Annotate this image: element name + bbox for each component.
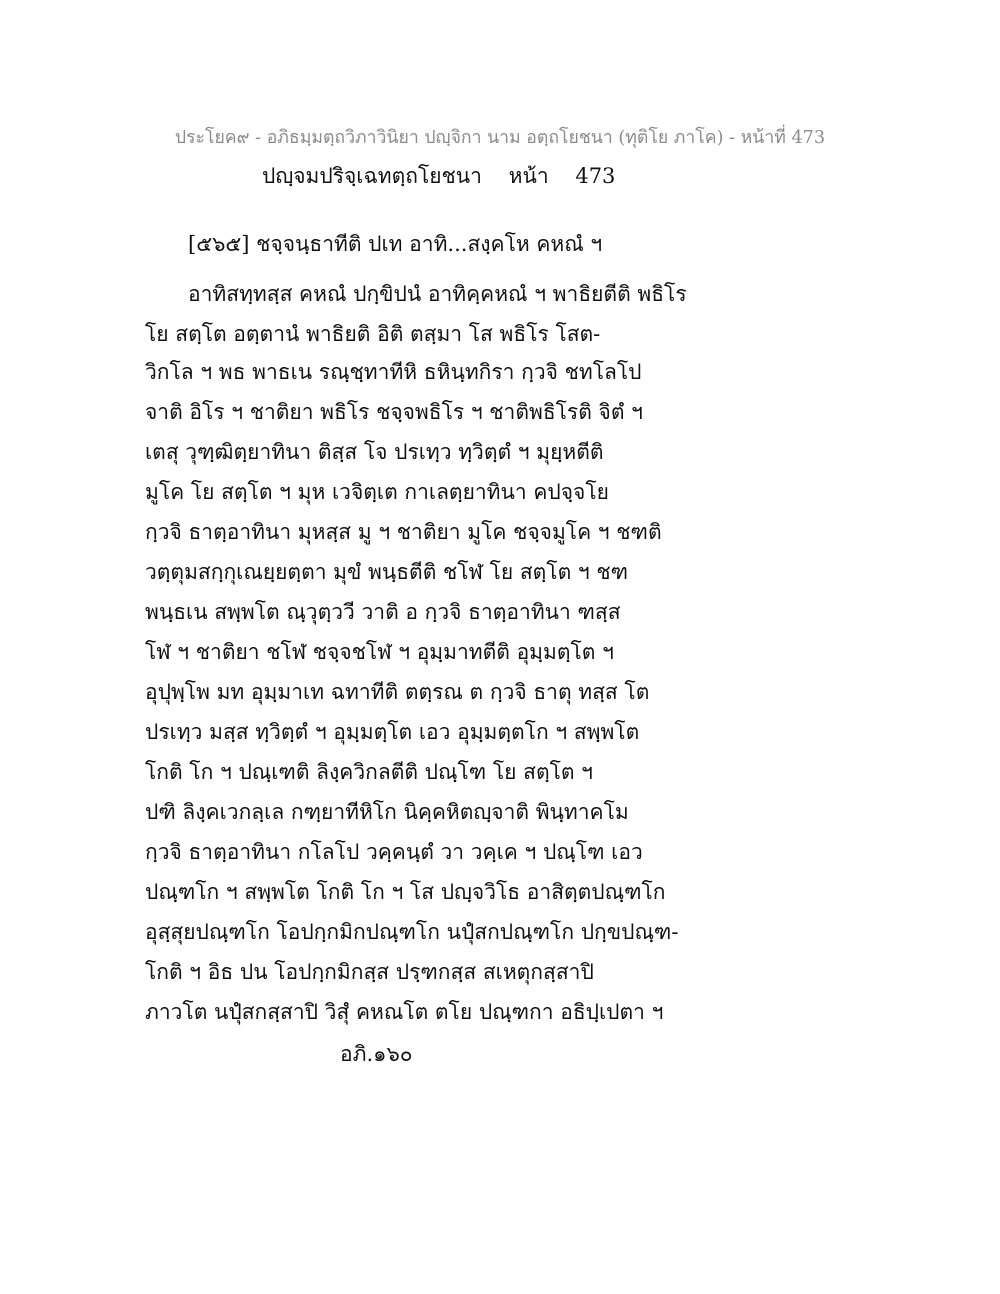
page-heading: [262, 160, 615, 193]
text-line: กฺวจิ ธาตฺอาทินา กโลโป วคฺคนฺตํ วา วคฺเค ฯ ปณฺโฑ เอว: [145, 840, 643, 864]
text-line: [๕๖๕] ชจฺจนฺธาทีติ ปเท อาทิ...สงฺคโห คหณํ ฯ: [188, 232, 603, 256]
text-line: ภาวโต นปุํสกสฺสาปิ วิสุํ คหณโต ตโย ปณฺฑกา อธิปฺเปตา ฯ: [145, 1000, 664, 1024]
text-line: จาติ อิโร ฯ ชาติยา พธิโร ชจฺจพธิโร ฯ ชาติพธิโรติ จิตํ ฯ: [145, 400, 643, 424]
text-line: โกติ ฯ อิธ ปน โอปกฺกมิกสฺส ปรฺฑกสฺส สเหตุกสฺสาปิ: [145, 960, 594, 984]
text-line: โกติ โก ฯ ปณฺเฑติ ลิงฺควิกลตีติ ปณฺโฑ โย สตฺโต ฯ: [145, 760, 593, 784]
text-line: พนฺธเน สพฺพโต ณฺวุตฺววี วาติ อ กฺวจิ ธาตฺอาทินา ฑสฺส: [145, 600, 621, 624]
text-line: วิกโล ฯ พธ พาธเน รณฺชฺทาทีหิ ธหินฺทกิรา กฺวจิ ชทโลโป: [145, 360, 642, 384]
text-line: ปรเทฺว มสฺส ทฺวิตฺตํ ฯ อุมฺมตฺโต เอว อุมฺมตฺตโก ฯ สพฺพโต: [145, 720, 640, 744]
page-number: 473: [575, 164, 616, 188]
text-line: อุปุพฺโพ มท อุมฺมาเท ฉทาทีติ ตตฺรณ ต กฺวจิ ธาตุ ทสฺส โต: [145, 680, 650, 704]
chapter-title: ปญฺจมปริจฺเฉทตฺถโยชนา: [262, 164, 482, 188]
text-line: วตฺตุมสกฺกุเณยฺยตฺตา มุขํ พนฺธตีติ ชโฬ โย สตฺโต ฯ ชฑ: [145, 560, 629, 584]
text-line: กฺวจิ ธาตฺอาทินา มุหสฺส มู ฯ ชาติยา มูโค ชจฺจมูโค ฯ ชฑติ: [145, 520, 662, 544]
footnote-reference: อภิ.๑๖๐: [340, 1042, 413, 1066]
text-line: ปฑิ ลิงฺคเวกลฺเล กฑฺยาทีหิโก นิคฺคหิตญฺจาติ พินฺทาคโม: [145, 800, 629, 824]
text-line: อาทิสทฺทสฺส คหณํ ปกฺขิปนํ อาทิคฺคหณํ ฯ พาธิยตีติ พธิโร: [188, 282, 687, 306]
running-header: ประโยค๙ - อภิธมฺมตฺถวิภาวินิยา ปญฺจิกา นาม อตฺถโยชนา (ทุติโย ภาโค) - หน้าที่ 473: [174, 127, 826, 148]
text-line: ปณฺฑโก ฯ สพฺพโต โกติ โก ฯ โส ปญฺจวิโธ อาสิตฺตปณฺฑโก: [145, 880, 666, 904]
text-line: มูโค โย สตฺโต ฯ มุห เวจิตฺเต กาเลตฺยาทินา คปจฺจโย: [145, 480, 609, 504]
text-line: โฬ ฯ ชาติยา ชโฬ ชจฺจชโฬ ฯ อุมฺมาทตีติ อุมฺมตฺโต ฯ: [145, 640, 614, 664]
text-line: อุสฺสุยปณฺฑโก โอปกฺกมิกปณฺฑโก นปุํสกปณฺฑโก ปกฺขปณฺฑ-: [145, 920, 679, 944]
page-label: หน้า: [508, 164, 549, 188]
text-line: เตสุ วุฑฺฒิตฺยาทินา ติสฺส โจ ปรเทฺว ทฺวิตฺตํ ฯ มุยฺหตีติ: [145, 440, 604, 464]
text-line: โย สตฺโต อตฺตานํ พาธิยติ อิติ ตสฺมา โส พธิโร โสต-: [145, 322, 601, 346]
